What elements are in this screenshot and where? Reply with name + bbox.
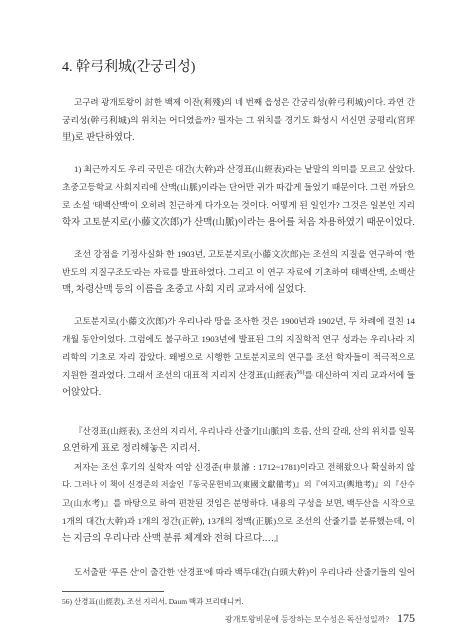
paragraph (62, 93, 415, 147)
text-line: 개월 동안이었다. 그럼에도 불구하고 1903년에 발표된 그의 지질학적 연구 성과는 우리나라 지 (62, 334, 415, 344)
text-line: 고토분지로(小藤文次郎)가 우리나라 땅을 조사한 것은 1900년과 1902년, 두 차례에 걸친 14 (74, 316, 415, 326)
text-line: 다. 그러나 이 책이 신경준의 저술인『동국문헌비고(東國文獻備考)』의『여지고(輿地考)』의『산수 (62, 480, 415, 489)
paragraph (62, 563, 415, 581)
footnote-divider (62, 591, 164, 592)
paragraph (62, 160, 415, 232)
text-line: 1) 최근까지도 우리 국민은 대간(大幹)과 산경표(山經表)라는 낱말의 의미를 모르고 살았다. (74, 164, 415, 174)
text-line: 조선 강점을 기정사실화 한 1903년, 고토분지로(小藤文次郎)는 조선의 지질을 연구하여 '한 (74, 249, 415, 259)
page-number: 175 (397, 611, 415, 625)
text-line: 里)로 판단하였다. (62, 133, 135, 143)
text-line: 반도의 지질구조도'라는 자료를 발표하였다. 그리고 이 연구 자료에 기초하여 태백산맥, 소백산 (62, 267, 415, 277)
running-footer (225, 611, 415, 626)
paragraph (62, 245, 415, 299)
text-line: 맥, 차령산맥 등의 이름을 초중고 사회 지리 교과서에 실었다. (62, 285, 306, 295)
text-segment: 지원한 결과였다. 그래서 조선의 대표적 지리지 산경표(山經表) (62, 370, 297, 380)
text-line: 는 지금의 우리나라 산맥 분류 체계와 전혀 다르다.…』 (62, 534, 284, 544)
text-segment: 를 대신하여 지리 교과서에 들 (304, 370, 415, 380)
footnote-marker: 56) (62, 597, 72, 606)
text-line: 학자 고토분지로(小藤文次郎)가 산맥(山脈)이라는 용어를 처음 차용하였기 때문이었다. (62, 218, 415, 228)
text-line: 고(山水考)』를 바탕으로 하여 편찬된 것임은 분명하다. 내용의 구성을 보면, 백두산을 시작으로 (62, 498, 415, 508)
paragraph (62, 312, 415, 402)
footnote (62, 596, 243, 608)
text-line: 로 소설 '태백산맥'이 오히려 친근하게 다가오는 것이다. 어떻게 된 일인가? 그것은 일본인 지리 (62, 200, 415, 210)
text-line: 저자는 조선 후기의 실학자 여암 신경준(申景濬 : 1712~1781)이라고 전해왔으나 확실하지 않 (74, 462, 415, 472)
body-text (62, 93, 415, 594)
text-line: 궁리성(幹弓利城)의 위치는 어디였을까? 필자는 그 위치를 경기도 화성시 서신면 궁평리(宮坪 (62, 115, 415, 125)
text-line: 고구려 광개토왕이 討한 백제 이잔(利殘)의 네 번째 읍성은 간궁리성(幹弓利城)이다. 과연 간 (74, 97, 415, 107)
text-line: 어앉았다. (62, 388, 102, 398)
running-title: 광개토왕비문에 등장하는 모수성은 독산성일까? (224, 615, 389, 624)
text-line (62, 366, 415, 384)
footnote-text: 산경표(山經表), 조선 지리서, Daum 백과 브리태니커. (73, 597, 244, 606)
text-line: 1개의 대간(大幹)과 1개의 정간(正幹), 13개의 정맥(正脈)으로 조선의 산줄기를 분류했는데, 이 (62, 516, 415, 526)
text-line: 요연하게 표로 정리해놓은 지리서. (62, 444, 200, 454)
footnote-reference: 56) (296, 370, 305, 377)
text-line: 도서출판 '푸른 산'이 출간한 '산경표'에 따라 백두대간(白頭大幹)이 우리나라 산줄기들의 일어 (74, 567, 415, 577)
section-heading: 4. 幹弓利城(간궁리성) (62, 60, 196, 75)
text-line: 리학의 기초로 자리 잡았다. 왜병으로 시행한 고토분지로의 연구를 조선 학자들이 적극적으로 (62, 352, 415, 362)
text-line: 초중고등학교 사회지리에 산맥(山脈)이라는 단어만 귀가 따갑게 들었기 때문이다. 그런 까닭으 (62, 182, 415, 192)
text-line: 『산경표(山經表), 조선의 지리서, 우리나라 산줄기[山脈]의 흐름, 산의 갈래, 산의 위치를 일목 (74, 426, 415, 436)
block-quote (62, 422, 415, 548)
